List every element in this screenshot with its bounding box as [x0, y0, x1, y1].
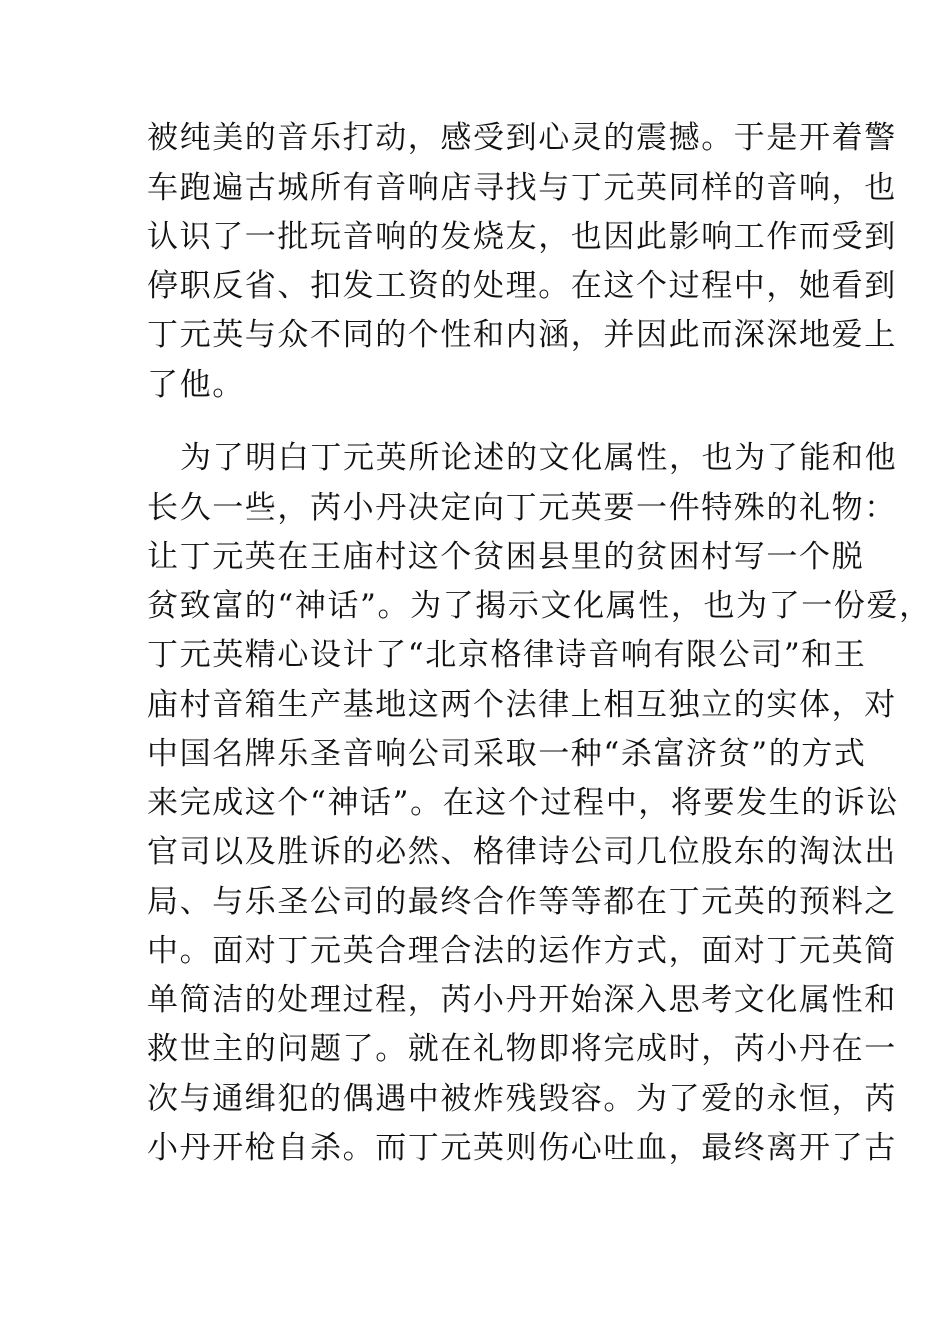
paragraph-2-line-10: 局、与乐圣公司的最终合作等等都在丁元英的预料之 — [147, 884, 897, 920]
paragraph-2-line-1: 为了明白丁元英所论述的文化属性，也为了能和他 — [180, 440, 898, 476]
paragraph-2-line-3: 让丁元英在王庙村这个贫困县里的贫困村写一个脱 — [147, 539, 865, 575]
paragraph-2-line-14: 次与通缉犯的偶遇中被炸残毁容。为了爱的永恒，芮 — [147, 1081, 897, 1117]
paragraph-2-line-15: 小丹开枪自杀。而丁元英则伤心吐血，最终离开了古 — [147, 1130, 897, 1166]
paragraph-1-line-4: 停职反省、扣发工资的处理。在这个过程中，她看到 — [147, 268, 897, 304]
paragraph-2-line-5: 丁元英精心设计了“北京格律诗音响有限公司”和王 — [147, 637, 867, 673]
paragraph-2-line-12: 单简洁的处理过程，芮小丹开始深入思考文化属性和 — [147, 982, 897, 1018]
paragraph-1-line-2: 车跑遍古城所有音响店寻找与丁元英同样的音响，也 — [147, 170, 897, 206]
paragraph-1-line-3: 认识了一批玩音响的发烧友，也因此影响工作而受到 — [147, 219, 897, 255]
paragraph-2-line-11: 中。面对丁元英合理合法的运作方式，面对丁元英简 — [147, 933, 897, 969]
paragraph-2-line-6: 庙村音箱生产基地这两个法律上相互独立的实体，对 — [147, 687, 897, 723]
paragraph-2-line-2: 长久一些，芮小丹决定向丁元英要一件特殊的礼物： — [147, 490, 897, 526]
paragraph-2-line-7: 中国名牌乐圣音响公司采取一种“杀富济贫”的方式 — [147, 736, 867, 772]
paragraph-1-line-1: 被纯美的音乐打动，感受到心灵的震撼。于是开着警 — [147, 120, 897, 156]
paragraph-1-line-5: 丁元英与众不同的个性和内涵，并因此而深深地爱上 — [147, 317, 897, 353]
paragraph-2-line-8: 来完成这个“神话”。在这个过程中，将要发生的诉讼 — [147, 785, 900, 821]
paragraph-2-line-9: 官司以及胜诉的必然、格律诗公司几位股东的淘汰出 — [147, 834, 897, 870]
paragraph-2-line-13: 救世主的问题了。就在礼物即将完成时，芮小丹在一 — [147, 1031, 897, 1067]
paragraph-2-line-4: 贫致富的“神话”。为了揭示文化属性，也为了一份爱， — [147, 588, 932, 624]
paragraph-1-line-6: 了他。 — [147, 367, 245, 403]
